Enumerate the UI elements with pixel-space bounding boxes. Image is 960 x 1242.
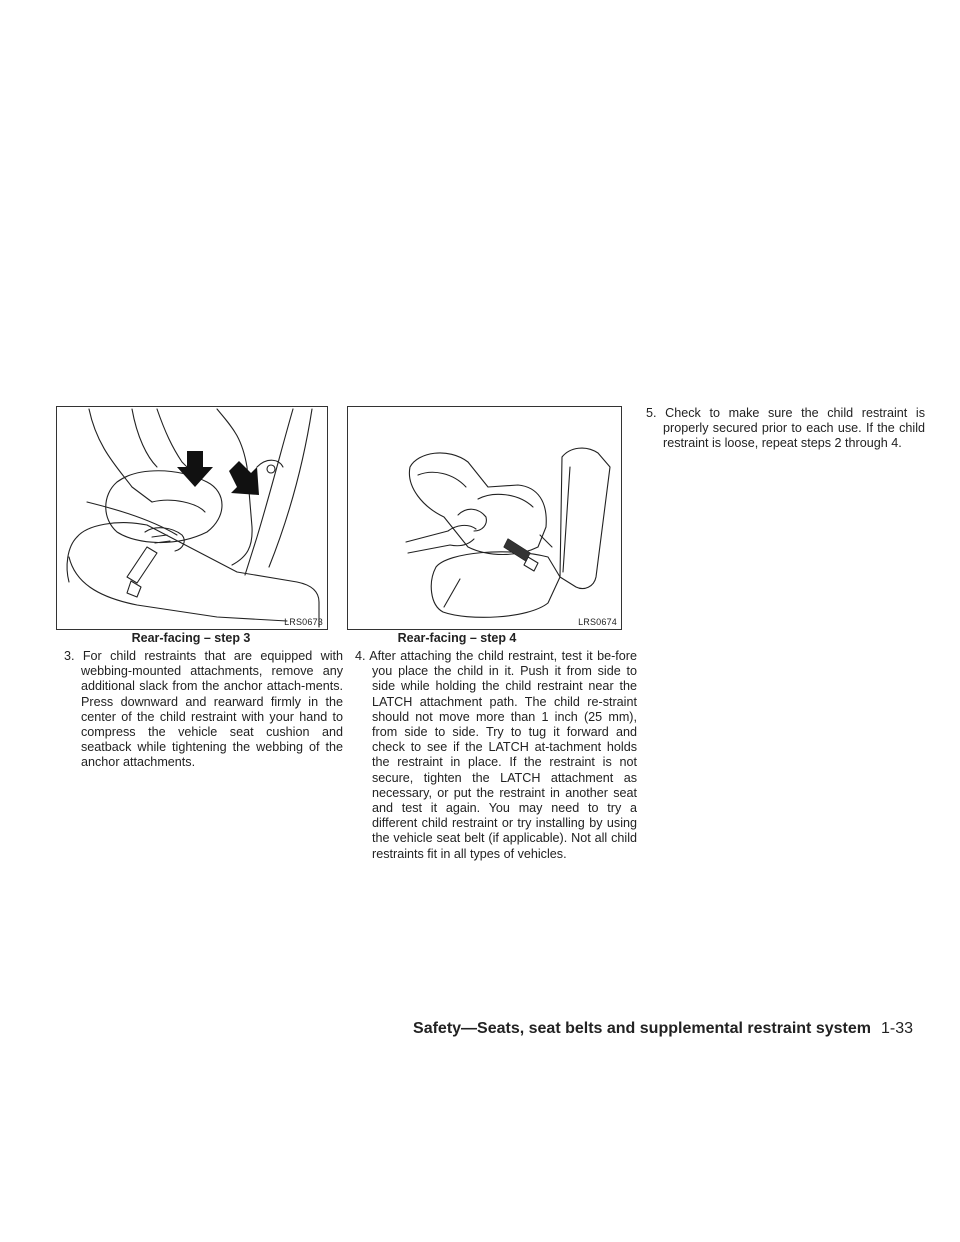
- section-title: Safety—Seats, seat belts and supplemental restraint system: [413, 1020, 871, 1037]
- illustration-step-4: [348, 407, 621, 629]
- figure-rear-facing-step-3: [56, 406, 328, 630]
- figure-code: LRS0673: [284, 617, 323, 627]
- step-4-text: 4. After attaching the child restraint, test it be-fore you place the child in it. Push it from side to side while holding the child restraint near the LATCH attachment path. The child re-straint should not move more than 1 inch (25 mm), from side to side. Try to tug it forward and check to see if the LATCH at-tachment holds the restraint in place. If the restraint is not secure, tighten the LATCH attachment as necessary, or put the restraint in another seat and test it again. You may need to try a different child restraint or try installing by using the vehicle seat belt (if applicable). Not all child restraints fit in all types of vehicles.: [355, 649, 637, 861]
- figure-caption: Rear-facing – step 4: [397, 631, 517, 645]
- step-3-text: 3. For child restraints that are equipped with webbing-mounted attachments, remove any additional slack from the anchor attach-ments. Press downward and rearward firmly in the center of the child restraint with your hand to compress the vehicle seat cushion and seatback while tightening the webbing of the anchor attachments.: [64, 649, 343, 770]
- figure-rear-facing-step-4: [347, 406, 622, 630]
- page-number: 1-33: [880, 1020, 913, 1037]
- page-footer: [413, 1020, 913, 1038]
- figure-code: LRS0674: [578, 617, 617, 627]
- figure-caption: Rear-facing – step 3: [131, 631, 251, 645]
- step-5-text: 5. Check to make sure the child restraint is properly secured prior to each use. If the child restraint is loose, repeat steps 2 through 4.: [646, 406, 925, 451]
- illustration-step-3: [57, 407, 327, 629]
